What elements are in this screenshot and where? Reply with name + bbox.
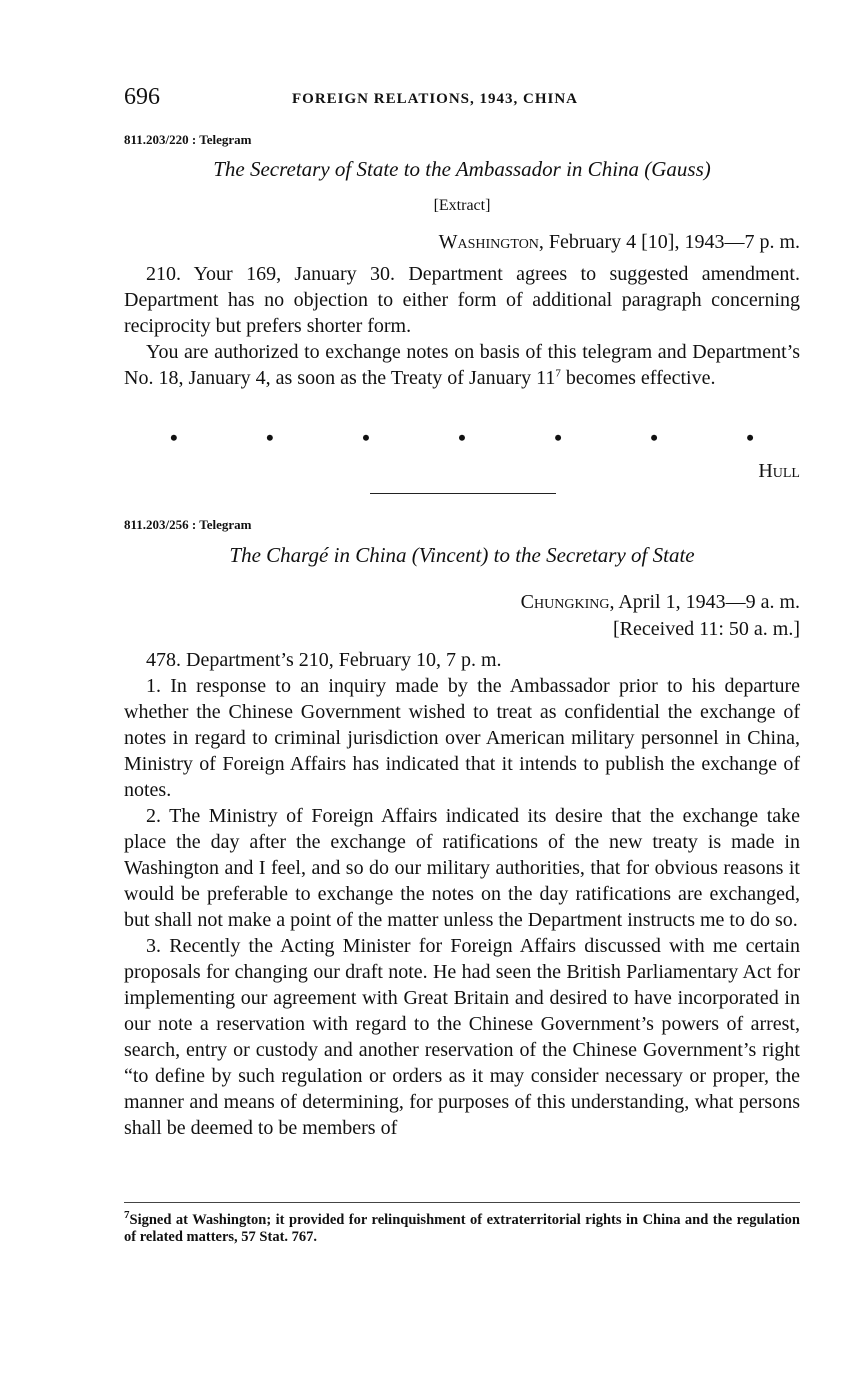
doc2-body — [124, 647, 800, 1141]
running-head: FOREIGN RELATIONS, 1943, CHINA — [292, 91, 579, 107]
doc2-paragraph: 1. In response to an inquiry made by the Ambassador prior to his departure whether the Chinese Government wished to treat as confidential the exchange of notes in regard to criminal jurisdiction over American military personnel in China, Ministry of Foreign Affairs has indicated that it intends to publish the exchange of notes. — [124, 675, 800, 801]
ellipsis-dot: • — [170, 425, 178, 450]
ellipsis-dot: • — [650, 425, 658, 450]
doc1-dateline-date: , February 4 [10], 1943—7 p. m. — [538, 231, 800, 253]
footnote-ref-marker: 7 — [555, 367, 561, 380]
doc2-reference: 811.203/256 : Telegram — [124, 517, 252, 532]
doc2-title: The Chargé in China (Vincent) to the Secretary of State — [229, 543, 695, 567]
ellipsis-dot: • — [362, 425, 370, 450]
page-header — [124, 84, 800, 114]
doc2-dateline-date: , April 1, 1943—9 a. m. — [609, 591, 800, 613]
doc1-paragraph-2-text: You are authorized to exchange notes on basis of this telegram and Department’s No. 18, January 4, as soon as the Treaty of January 11 — [124, 341, 800, 389]
footnote-divider — [124, 1202, 800, 1203]
ellipsis-dot: • — [458, 425, 466, 450]
doc1-signature: Hull — [758, 460, 800, 482]
doc2-paragraph: 3. Recently the Acting Minister for Foreign Affairs discussed with me certain proposals for changing our draft note. He had seen the British Parliamentary Act for implementing our agreement with Great Britain and desired to have incorporated in our note a reservation with regard to the Chinese Government’s powers of arrest, search, entry or custody and another reservation of the Chinese Government’s right “to define by such regulation or orders as it may consider necessary or proper, the manner and means of determining, for purposes of this understanding, what persons shall be deemed to be members of — [124, 935, 800, 1139]
footnote-text: Signed at Washington; it provided for relinquishment of extraterritorial rights in China and the regulation of related matters, 57 Stat. 767. — [124, 1212, 800, 1245]
doc1-paragraph-2 — [124, 339, 800, 391]
ellipsis-dot: • — [746, 425, 754, 450]
doc1-dateline — [439, 231, 800, 254]
doc2-paragraph: 478. Department’s 210, February 10, 7 p. m. — [146, 649, 502, 671]
footnote-marker: 7 — [124, 1209, 130, 1222]
doc1-reference: 811.203/220 : Telegram — [124, 132, 252, 147]
ellipsis-dot: • — [266, 425, 274, 450]
doc2-dateline — [521, 591, 800, 614]
doc2-paragraph: 2. The Ministry of Foreign Affairs indicated its desire that the exchange take place the day after the exchange of ratifications of the new treaty is made in Washington and I feel, and so do our military authorities, that for obvious reasons it would be preferable to exchange the notes on the day ratifications are exchanged, but shall not make a point of the matter unless the Department instructs me to do so. — [124, 805, 800, 931]
ellipsis-row — [124, 425, 800, 451]
doc1-body — [124, 261, 800, 391]
footnote — [124, 1209, 800, 1246]
doc2-dateline-place: Chungking — [520, 591, 610, 613]
doc1-paragraph-2-end: becomes effective. — [565, 367, 716, 389]
doc1-extract-label: [Extract] — [433, 197, 491, 214]
section-divider — [370, 493, 556, 494]
doc1-title: The Secretary of State to the Ambassador in China (Gauss) — [213, 157, 711, 181]
doc1-dateline-place: Washington — [438, 231, 539, 253]
ellipsis-dot: • — [554, 425, 562, 450]
doc1-paragraph-1: 210. Your 169, January 30. Department agrees to suggested amendment. Department has no objection to either form of additional paragraph concerning reciprocity but prefers shorter form. — [124, 263, 800, 337]
doc2-received: [Received 11: 50 a. m.] — [613, 618, 800, 640]
page-number: 696 — [124, 84, 160, 110]
